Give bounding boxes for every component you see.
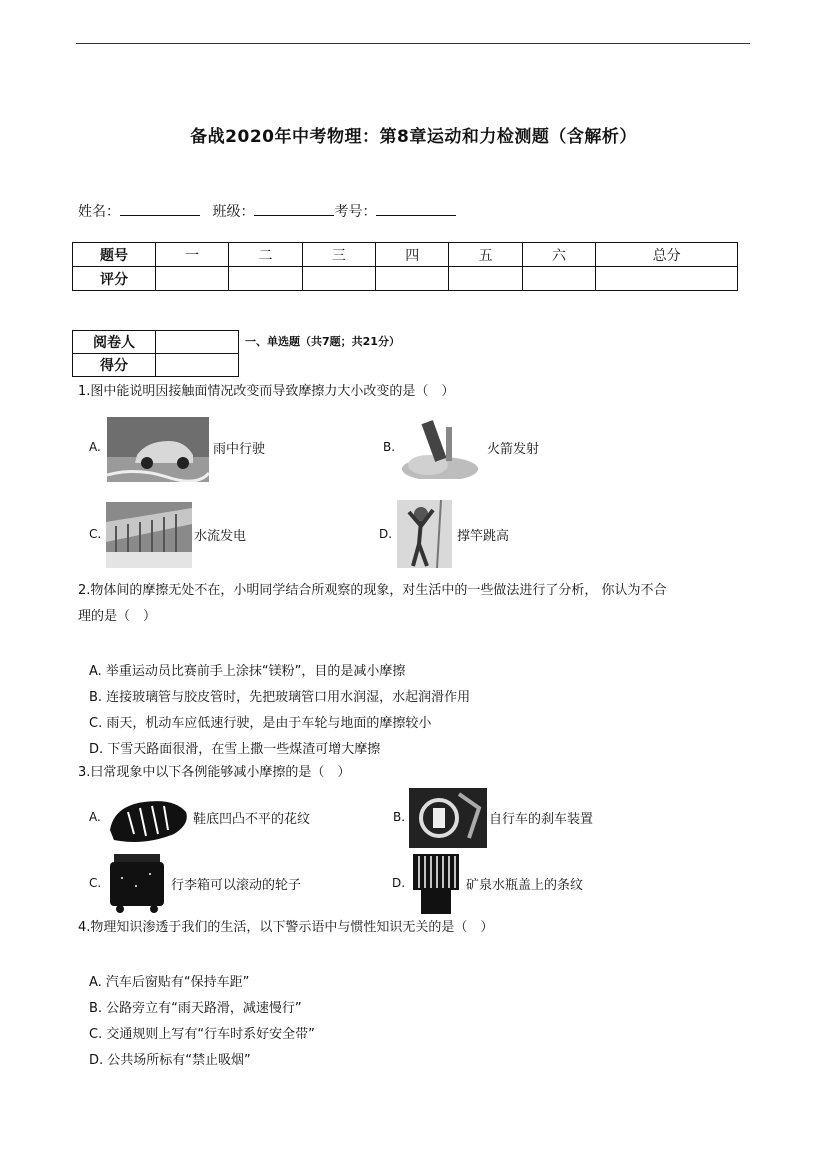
class-field[interactable] [254, 203, 334, 216]
score-table [72, 242, 738, 291]
question-4-option-b[interactable]: B. 公路旁立有“雨天路滑，减速慢行” [89, 1001, 302, 1016]
question-4-option-d[interactable]: D. 公共场所标有“禁止吸烟” [89, 1053, 251, 1068]
score-cell[interactable] [449, 267, 522, 291]
option-caption: 雨中行驶 [213, 442, 266, 457]
bicycle-brake-image [409, 788, 487, 848]
option-caption: 矿泉水瓶盖上的条纹 [466, 878, 584, 893]
option-letter: D. [392, 876, 406, 890]
pole-vault-image [397, 500, 452, 568]
score-header-cell: 总分 [596, 243, 738, 267]
score-cell[interactable] [376, 267, 449, 291]
score-cell[interactable] [156, 267, 229, 291]
score-table-row [73, 267, 738, 291]
score-header-cell: 六 [522, 243, 595, 267]
grade-cell[interactable] [156, 354, 239, 377]
reviewer-cell[interactable] [156, 331, 239, 354]
question-4-stem: 4.物理知识渗透于我们的生活，以下警示语中与惯性知识无关的是（ ） [78, 920, 494, 935]
rocket-launch-image [398, 417, 482, 479]
exam-number-label: 考号： [334, 204, 377, 220]
rain-driving-image [107, 417, 209, 482]
option-letter: B. [383, 440, 396, 454]
score-header-cell: 题号 [73, 243, 156, 267]
exam-number-field[interactable] [376, 203, 456, 216]
score-cell[interactable] [522, 267, 595, 291]
option-letter: D. [379, 527, 393, 541]
option-caption: 水流发电 [194, 529, 247, 544]
option-letter: B. [393, 810, 406, 824]
class-label: 班级： [212, 204, 255, 220]
question-2-option-a[interactable]: A. 举重运动员比赛前手上涂抹“镁粉”，目的是减小摩擦 [89, 664, 406, 679]
score-header-cell: 三 [302, 243, 375, 267]
reviewer-label: 阅卷人 [73, 331, 156, 354]
score-cell[interactable] [302, 267, 375, 291]
shoe-sole-image [104, 790, 190, 846]
question-2-stem-line2: 理的是（ ） [78, 609, 157, 624]
grade-label: 得分 [73, 354, 156, 377]
score-header-cell: 四 [376, 243, 449, 267]
option-caption: 自行车的刹车装置 [489, 812, 594, 827]
score-header-cell: 一 [156, 243, 229, 267]
score-cell[interactable] [596, 267, 738, 291]
option-letter: A. [89, 440, 101, 454]
score-table-header-row [73, 243, 738, 267]
option-letter: C. [89, 876, 102, 890]
question-4-option-c[interactable]: C. 交通规则上写有“行车时系好安全带” [89, 1027, 315, 1042]
student-info [78, 201, 464, 221]
question-4-option-a[interactable]: A. 汽车后窗贴有“保持车距” [89, 975, 250, 990]
option-caption: 火箭发射 [487, 442, 540, 457]
suitcase-wheels-image [106, 852, 168, 914]
question-2-option-b[interactable]: B. 连接玻璃管与胶皮管时，先把玻璃管口用水润湿，水起润滑作用 [89, 690, 471, 705]
grader-table [72, 330, 239, 377]
option-caption: 行李箱可以滚动的轮子 [171, 878, 302, 893]
section-title: 一、单选题（共7题；共21分） [245, 335, 400, 348]
score-header-cell: 二 [229, 243, 302, 267]
option-letter: C. [89, 527, 102, 541]
question-3-stem: 3.曰常现象中以下各例能够减小摩擦的是（ ） [78, 765, 351, 780]
option-caption: 鞋底凹凸不平的花纹 [193, 812, 311, 827]
score-row-label: 评分 [73, 267, 156, 291]
question-1-stem: 1.图中能说明因接触面情况改变而导致摩擦力大小改变的是（ ） [78, 384, 455, 399]
name-label: 姓名： [78, 204, 120, 220]
question-2-stem-line1: 2.物体间的摩擦无处不在，小明同学结合所观察的现象，对生活中的一些做法进行了分析， 你认为不合 [78, 583, 667, 598]
option-caption: 撑竿跳高 [457, 529, 510, 544]
score-cell[interactable] [229, 267, 302, 291]
option-letter: A. [89, 810, 101, 824]
name-field[interactable] [120, 203, 200, 216]
header-rule [76, 43, 750, 44]
question-2-option-c[interactable]: C. 雨天，机动车应低速行驶，是由于车轮与地面的摩擦较小 [89, 716, 432, 731]
question-2-option-d[interactable]: D. 下雪天路面很滑，在雪上撒一些煤渣可增大摩擦 [89, 742, 381, 757]
bottle-cap-image [409, 852, 463, 914]
page-title: 备战2020年中考物理：第8章运动和力检测题（含解析） [190, 127, 637, 147]
score-header-cell: 五 [449, 243, 522, 267]
hydropower-dam-image [106, 502, 192, 568]
